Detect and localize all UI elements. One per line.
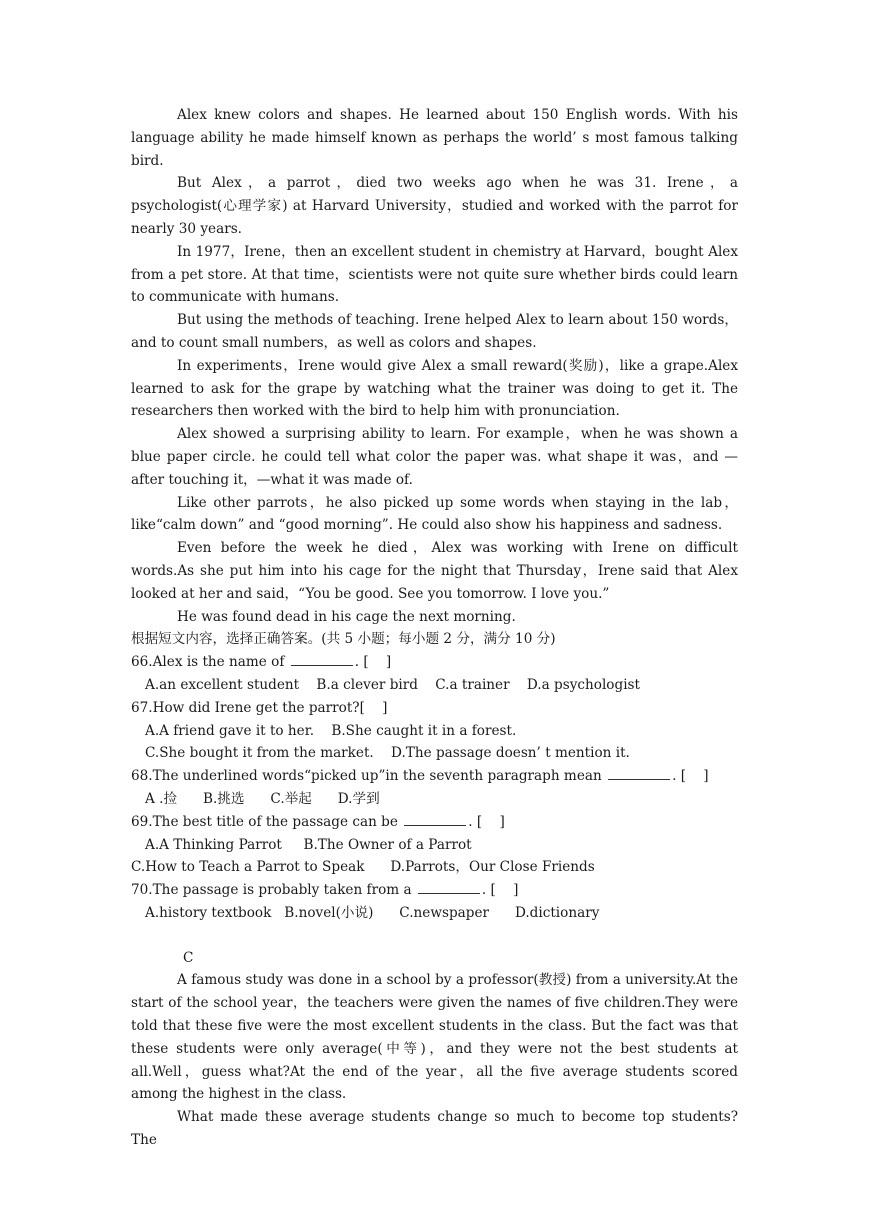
question-67-options-1: A.A friend gave it to her. B.She caught it in a forest. [145, 722, 517, 739]
question-68-end: . [ ] [672, 768, 709, 785]
question-70-options: A.history textbook B.novel(小说) C.newspaper D.dictionary [145, 904, 600, 921]
question-67: 67.How did Irene get the parrot?[ ] [131, 699, 388, 716]
answer-blank [291, 653, 353, 666]
question-69-stem: 69.The best title of the passage can be [131, 813, 403, 830]
paragraph-1: Alex knew colors and shapes. He learned about 150 English words. With his language ability he made himself known as perhaps the world’ s most famous talking bird. [131, 107, 738, 169]
question-69-end: . [ ] [468, 813, 505, 830]
question-70-stem: 70.The passage is probably taken from a [131, 882, 416, 899]
question-68-options: A .捡 B.挑选 C.举起 D.学到 [145, 790, 380, 807]
question-66-options: A.an excellent student B.a clever bird C.a trainer D.a psychologist [145, 676, 640, 693]
page-content [131, 104, 738, 1152]
underlined-phrase: picked up [383, 494, 454, 511]
paragraph-6: Alex showed a surprising ability to learn. For example，when he was shown a blue paper circle. he could tell what color the paper was. what shape it was，and —after touching it，—what it was made of. [131, 426, 738, 488]
paragraph-9: He was found dead in his cage the next morning. [177, 608, 516, 625]
answer-blank [608, 767, 670, 780]
question-69-options-2: C.How to Teach a Parrot to Speak D.Parrots，Our Close Friends [131, 859, 595, 876]
section-c-paragraph-2: What made these average students change so much to become top students? The [131, 1109, 738, 1149]
section-c-paragraph-1: A famous study was done in a school by a professor(教授) from a university.At the start of the school year，the teachers were given the names of five children.They were told that these five were the most excellent students in the class. But the fact was that these students were only average(中等)，and they were not the best students at all.Well，guess what?At the end of the year，all the five average students scored among the highest in the class. [131, 972, 738, 1103]
paragraph-7 [131, 492, 738, 538]
question-66-end: . [ ] [354, 654, 392, 671]
question-69-options-1: A.A Thinking Parrot B.The Owner of a Parrot [145, 836, 472, 853]
paragraph-4: But using the methods of teaching. Irene helped Alex to learn about 150 words，and to count small numbers，as well as colors and shapes. [131, 312, 738, 351]
section-c-heading: C [183, 949, 194, 966]
paragraph-7-before: Like other parrots，he also [177, 494, 384, 511]
paragraph-3: In 1977，Irene，then an excellent student in chemistry at Harvard，bought Alex from a pet store. At that time，scientists were not quite sure whether birds could learn to communicate with humans. [131, 243, 738, 306]
paragraph-7-after: some words when staying in the lab，like“calm down” and “good morning”. He could also show his happiness and sadness. [131, 494, 738, 534]
answer-blank [404, 813, 466, 826]
paragraph-2: But Alex，a parrot，died two weeks ago when he was 31. Irene，a psychologist(心理学家) at Harvard University，studied and worked with the parrot for nearly 30 years. [131, 175, 738, 237]
paragraph-5: In experiments，Irene would give Alex a small reward(奖励)，like a grape.Alex learned to ask for the grape by watching what the trainer was doing to get it. The researchers then worked with the bird to help him with pronunciation. [131, 357, 738, 420]
question-66-stem: 66.Alex is the name of [131, 654, 289, 671]
question-68 [131, 765, 738, 788]
question-69 [131, 811, 738, 834]
question-66 [131, 651, 738, 674]
question-70-end: . [ ] [481, 882, 519, 899]
question-68-stem: 68.The underlined words“picked up”in the seventh paragraph mean [131, 768, 607, 785]
instructions: 根据短文内容，选择正确答案。(共 5 小题；每小题 2 分，满分 10 分) [131, 631, 556, 648]
question-70 [131, 879, 738, 902]
question-67-options-2: C.She bought it from the market. D.The passage doesn’ t mention it. [145, 745, 630, 762]
paragraph-8: Even before the week he died，Alex was working with Irene on difficult words.As she put him into his cage for the night that Thursday，Irene said that Alex looked at her and said，“You be good. See you tomorrow. I love you.” [131, 540, 738, 602]
answer-blank [418, 881, 480, 894]
